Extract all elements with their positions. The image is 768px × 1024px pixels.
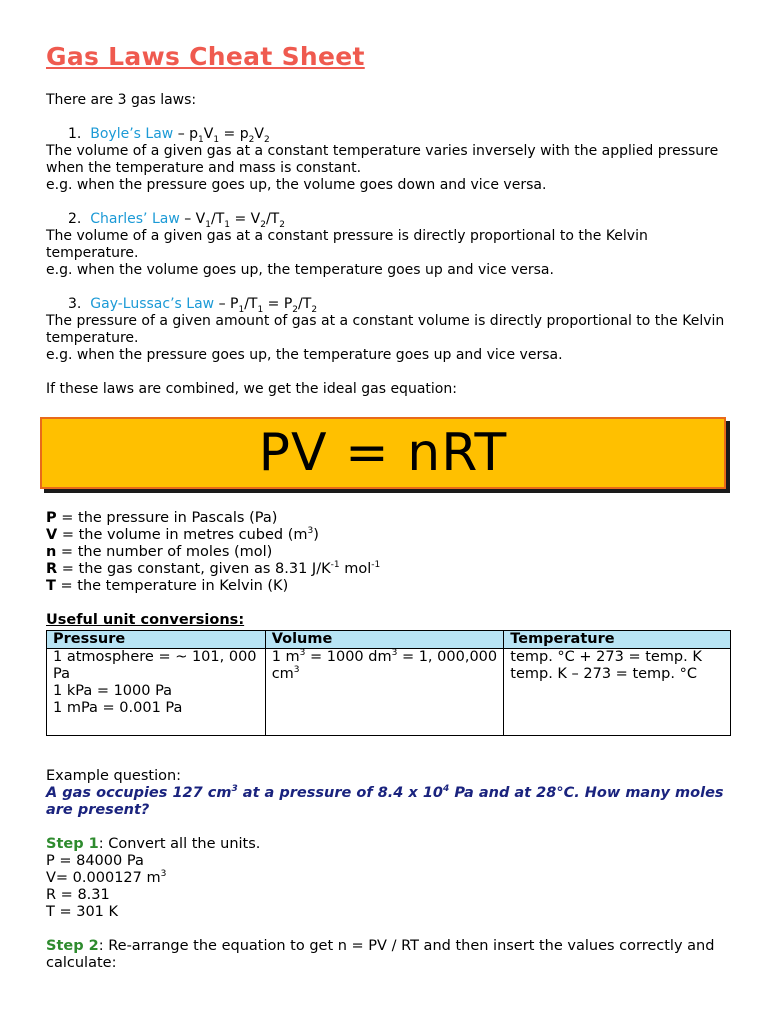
document-page <box>46 40 736 398</box>
ideal-gas-equation: PV = nRT <box>258 423 508 483</box>
value-p: P = 84000 Pa <box>46 853 144 869</box>
law-name-gay-lussac: Gay-Lussac’s Law <box>90 296 215 312</box>
header-pressure: Pressure <box>47 631 266 649</box>
header-temperature: Temperature <box>504 631 731 649</box>
cell-temperature: temp. °C + 273 = temp. K temp. K – 273 = temp. °C <box>504 649 731 736</box>
value-v: V= 0.000127 $m^3$ <box>46 869 167 886</box>
combined-text: If these laws are combined, we get the ideal gas equation: <box>46 381 457 397</box>
value-r: R = 8.31 <box>46 887 110 903</box>
law-example-boyle: e.g. when the pressure goes up, the volume goes down and vice versa. <box>46 177 547 193</box>
law-desc-gay-lussac: The pressure of a given amount of gas at a constant volume is directly proportional to the Kelvin temperature. <box>46 313 725 346</box>
law-example-charles: e.g. when the volume goes up, the temperature goes up and vice versa. <box>46 262 554 278</box>
value-t: T = 301 K <box>46 904 119 920</box>
ideal-gas-equation-box <box>40 417 726 489</box>
variable-definitions <box>46 510 736 595</box>
header-volume: Volume <box>265 631 504 649</box>
step-2: Step 2: Re-arrange the equation to get n = PV / RT and then insert the values correctly and calculate: <box>46 938 715 971</box>
law-heading-gay-lussac: 3. Gay-Lussac’s Law – $P_1/T_1 = P_2/T_2$ <box>68 296 318 315</box>
page-title: Gas Laws Cheat Sheet <box>46 42 365 71</box>
law-formula-gay-lussac: – $P_1/T_1 = P_2/T_2$ <box>218 296 318 315</box>
law-desc-boyle: The volume of a given gas at a constant temperature varies inversely with the applied pressure when the temperature and mass is constant. <box>46 143 719 176</box>
var-t: T = the temperature in Kelvin (K) <box>46 578 289 594</box>
cell-pressure: 1 atmosphere = ~ 101, 000 Pa 1 kPa = 1000 Pa 1 mPa = 0.001 Pa <box>47 649 266 736</box>
var-p: P = the pressure in Pascals (Pa) <box>46 510 278 526</box>
intro-text: There are 3 gas laws: <box>46 92 197 108</box>
example-question: A gas occupies 127 $cm^3$ at a pressure of 8.4 x $10^4$ Pa and at 28°C. How many moles are present? <box>46 784 724 818</box>
var-r: R = the gas constant, given as 8.31 $J/K^{-1}$ mol$^{-1}$ <box>46 560 381 577</box>
example-label: Example question: <box>46 768 182 784</box>
law-formula-boyle: – $p_1V_1 = p_2V_2$ <box>177 126 270 145</box>
example-section <box>46 768 736 972</box>
var-n: n = the number of moles (mol) <box>46 544 273 560</box>
law-desc-charles: The volume of a given gas at a constant pressure is directly proportional to the Kelvin temperature. <box>46 228 648 261</box>
conversions-title: Useful unit conversions: <box>46 612 245 628</box>
table-row <box>47 649 731 736</box>
law-heading-boyle: 1. Boyle’s Law – $p_1V_1 = p_2V_2$ <box>68 126 270 145</box>
law-name-boyle: Boyle’s Law <box>90 126 174 142</box>
law-example-gay-lussac: e.g. when the pressure goes up, the temperature goes up and vice versa. <box>46 347 563 363</box>
var-v: V = the volume in metres cubed $(m^3)$ <box>46 526 319 543</box>
law-name-charles: Charles’ Law <box>90 211 180 227</box>
law-heading-charles: 2. Charles’ Law – $V_1/T_1 = V_2/T_2$ <box>68 211 285 230</box>
law-formula-charles: – $V_1/T_1 = V_2/T_2$ <box>184 211 285 230</box>
cell-volume: 1 $m^3 = 1000$ $dm^3 = 1$, 000,000 $cm^3$ <box>265 649 504 736</box>
step-1: Step 1: Convert all the units. <box>46 836 261 852</box>
table-header-row <box>47 631 731 649</box>
conversions-table <box>46 630 731 736</box>
